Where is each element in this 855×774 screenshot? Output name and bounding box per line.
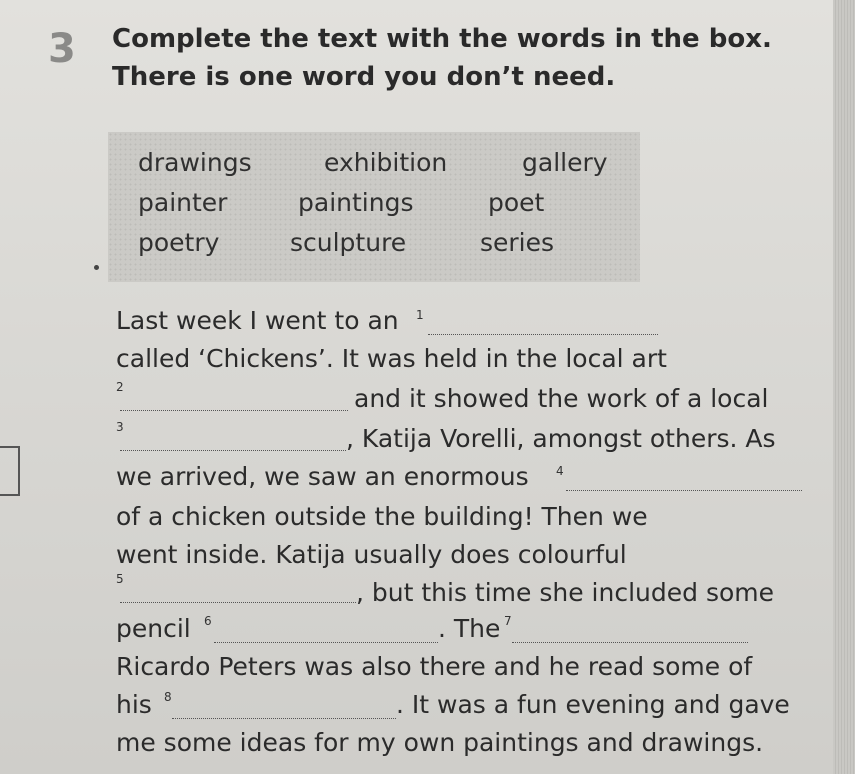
text-line-6: of a chicken outside the building! Then we <box>116 502 648 531</box>
gap-number-2: 2 <box>116 380 124 394</box>
word-gallery: gallery <box>522 148 608 177</box>
word-paintings: paintings <box>298 188 414 217</box>
gap-number-3: 3 <box>116 420 124 434</box>
word-exhibition: exhibition <box>324 148 448 177</box>
gap-7-blank[interactable] <box>512 642 748 643</box>
word-poet: poet <box>488 188 545 217</box>
word-painter: painter <box>138 188 228 217</box>
text-line-11-end: . It was a fun evening and gave <box>396 690 790 719</box>
word-sculpture: sculpture <box>290 228 407 257</box>
gap-number-6: 6 <box>204 614 212 628</box>
text-line-9-start: pencil <box>116 614 191 643</box>
gap-8-blank[interactable] <box>172 718 396 719</box>
text-line-10: Ricardo Peters was also there and he read some of <box>116 652 753 681</box>
gap-6-blank[interactable] <box>214 642 438 643</box>
text-line-11-start: his <box>116 690 152 719</box>
gap-5-blank[interactable] <box>120 602 356 603</box>
gap-number-4: 4 <box>556 464 564 478</box>
gap-3-blank[interactable] <box>120 450 346 451</box>
gap-number-8: 8 <box>164 690 172 704</box>
margin-box <box>0 446 20 496</box>
gap-1-blank[interactable] <box>428 334 658 335</box>
gap-2-blank[interactable] <box>120 410 348 411</box>
gap-4-blank[interactable] <box>566 490 802 491</box>
page-edge <box>833 0 855 774</box>
exercise-number: 3 <box>48 26 76 72</box>
text-line-8: , but this time she included some <box>356 578 774 607</box>
text-line-3: and it showed the work of a local <box>354 384 769 413</box>
instruction-line-2: There is one word you don’t need. <box>112 62 616 92</box>
word-box <box>108 132 640 282</box>
text-line-2: called ‘Chickens’. It was held in the local art <box>116 344 667 373</box>
instruction-line-1: Complete the text with the words in the box. <box>112 24 772 54</box>
word-drawings: drawings <box>138 148 252 177</box>
word-poetry: poetry <box>138 228 220 257</box>
text-line-5: we arrived, we saw an enormous <box>116 462 529 491</box>
text-line-9-mid: . The <box>438 614 501 643</box>
gap-number-1: 1 <box>416 308 424 322</box>
text-line-12: me some ideas for my own paintings and drawings. <box>116 728 764 757</box>
text-line-4: , Katija Vorelli, amongst others. As <box>346 424 776 453</box>
gap-number-7: 7 <box>504 614 512 628</box>
gap-number-5: 5 <box>116 572 124 586</box>
text-line-7: went inside. Katija usually does colourful <box>116 540 627 569</box>
word-series: series <box>480 228 555 257</box>
text-line-1: Last week I went to an <box>116 306 399 335</box>
bullet-dot <box>94 265 99 270</box>
